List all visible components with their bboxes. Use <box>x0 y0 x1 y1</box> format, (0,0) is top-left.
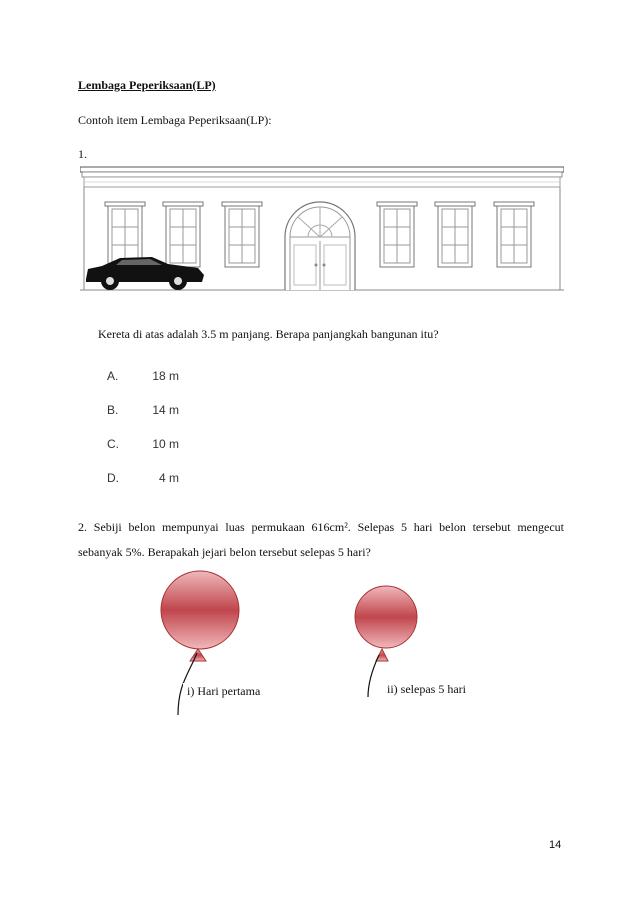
window <box>163 202 203 267</box>
option-value: 10 m <box>152 437 179 451</box>
label-first-day: i) Hari pertama <box>183 683 264 700</box>
building-illustration <box>80 165 564 293</box>
window <box>435 202 475 267</box>
option-b <box>107 403 179 417</box>
question-1-text: Kereta di atas adalah 3.5 m panjang. Berapa panjangkah bangunan itu? <box>98 327 439 341</box>
option-value: 14 m <box>152 403 179 417</box>
window <box>105 202 145 267</box>
question-1-number: 1. <box>78 147 87 161</box>
option-letter: B. <box>107 403 119 417</box>
option-letter: A. <box>107 369 119 383</box>
page-number: 14 <box>549 839 562 851</box>
balloons-illustration <box>150 565 490 725</box>
section-heading: Lembaga Peperiksaan(LP) <box>78 78 216 92</box>
option-letter: C. <box>107 437 119 451</box>
option-d <box>107 471 179 485</box>
option-value: 18 m <box>152 369 179 383</box>
option-value: 4 m <box>158 471 179 485</box>
option-letter: D. <box>107 471 119 485</box>
label-after-5-days: ii) selepas 5 hari <box>383 681 470 698</box>
arched-door <box>285 202 355 290</box>
intro-text: Contoh item Lembaga Peperiksaan(LP): <box>78 113 272 127</box>
window <box>377 202 417 267</box>
option-a <box>107 369 179 383</box>
option-c <box>107 437 179 451</box>
window <box>494 202 534 267</box>
window <box>222 202 262 267</box>
question-2-text: 2. Sebiji belon mempunyai luas permukaan 616cm². Selepas 5 hari belon tersebut mengecut sebanyak 5%. Berapakah jejari belon tersebut selepas 5 hari? <box>78 520 564 559</box>
